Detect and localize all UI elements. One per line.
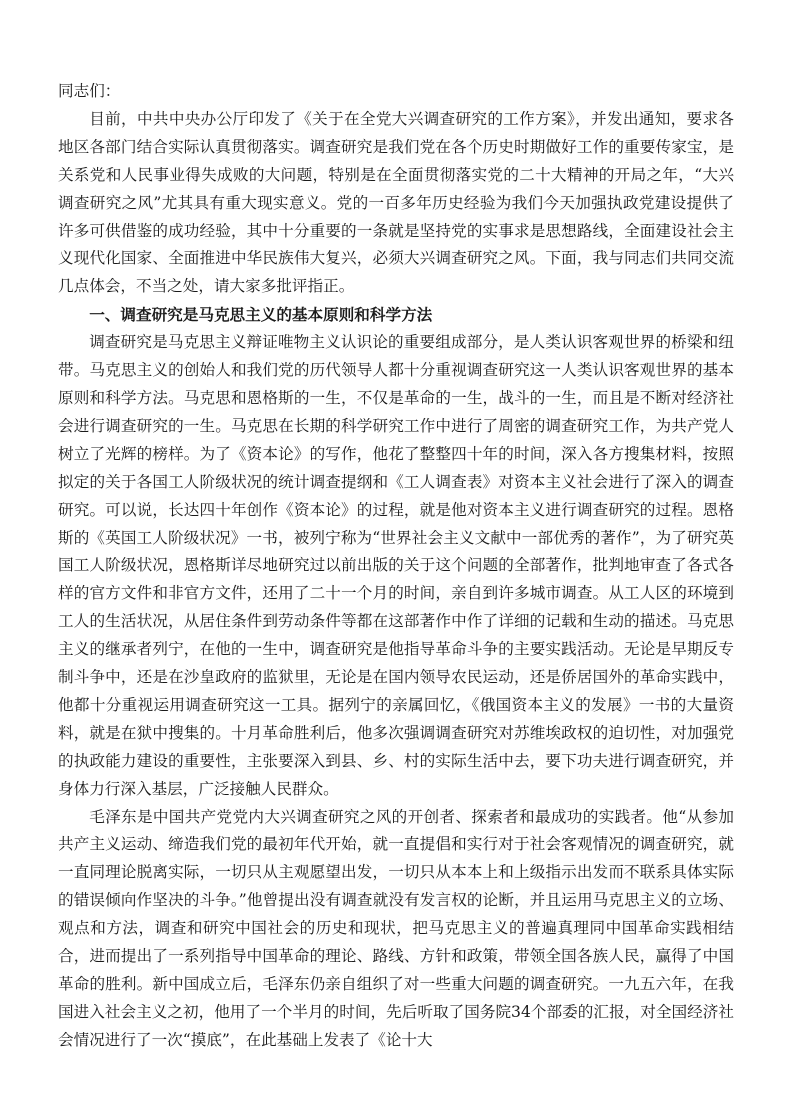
section-heading: 一、调查研究是马克思主义的基本原则和科学方法 — [89, 305, 433, 325]
greeting: 同志们： — [58, 82, 121, 100]
body-paragraph: 调查研究是马克思主义辩证唯物主义认识论的重要组成部分，是人类认识客观世界的桥梁和纽带。马克思主义的创始人和我们党的历代领导人都十分重视调查研究这一人类认识客观世界的基本原则和科学方法。马克思和恩格斯的一生，不仅是革命的一生，战斗的一生，而且是不断对经济社会进行调查研究的一生。马克思在长期的科学研究工作中进行了周密的调查研究工作，为共产党人树立了光辉的榜样。为了《资本论》的写作，他花了整整四十年的时间，深入各方搜集材料，按照拟定的关于各国工人阶级状况的统计调查提纲和《工人调查表》对资本主义社会进行了深入的调查研究。可以说，长达四十年创作《资本论》的过程，就是他对资本主义进行调查研究的过程。恩格斯的《英国工人阶级状况》一书，被列宁称为“世界社会主义文献中一部优秀的著作”，为了研究英国工人阶级状况，恩格斯详尽地研究过以前出版的关于这个问题的全部著作，批判地审查了各式各样的官方文件和非官方文件，还用了二十一个月的时间，亲自到许多城市调查。从工人区的环境到工人的生活状况，从居住条件到劳动条件等都在这部著作中作了详细的记载和生动的描述。马克思主义的继承者列宁，在他的一生中，调查研究是他指导革命斗争的主要实践活动。无论是早期反专制斗争中，还是在沙皇政府的监狱里，无论是在国内领导农民运动，还是侨居国外的革命实践中，他都十分重视运用调查研究这一工具。据列宁的亲属回忆，《俄国资本主义的发展》一书的大量资料，就是在狱中搜集的。十月革命胜利后，他多次强调调查研究对苏维埃政权的迫切性，对加强党的执政能力建设的重要性，主张要深入到县、乡、村的实际生活中去，要下功夫进行调查研究，并身体力行深入基层，广泛接触人民群众。 — [58, 333, 734, 798]
intro-paragraph: 目前，中共中央办公厅印发了《关于在全党大兴调查研究的工作方案》，并发出通知，要求各地区各部门结合实际认真贯彻落实。调查研究是我们党在各个历史时期做好工作的重要传家宝，是关系党和人民事业得失成败的大问题，特别是在全面贯彻落实党的二十大精神的开局之年，“大兴调查研究之风”尤其具有重大现实意义。党的一百多年历史经验为我们今天加强执政党建设提供了许多可供借鉴的成功经验，其中十分重要的一条就是坚持党的实事求是思想路线，全面建设社会主义现代化国家、全面推进中华民族伟大复兴，必须大兴调查研究之风。下面，我与同志们共同交流几点体会，不当之处，请大家多批评指正。 — [58, 109, 734, 296]
body-paragraph: 毛泽东是中国共产党党内大兴调查研究之风的开创者、探索者和最成功的实践者。他“从参加共产主义运动、缔造我们党的最初年代开始，就一直提倡和实行对于社会客观情况的调查研究，就一直同理论脱离实际，一切只从主观愿望出发，一切只从本本上和上级指示出发而不联系具体实际的错误倾向作坚决的斗争。”他曾提出没有调查就没有发言权的论断，并且运用马克思主义的立场、观点和方法，调查和研究中国社会的历史和现状，把马克思主义的普遍真理同中国革命实践相结合，进而提出了一系列指导中国革命的理论、路线、方针和政策，带领全国各族人民，赢得了中国革命的胜利。新中国成立后，毛泽东仍亲自组织了对一些重大问题的调查研究。一九五六年，在我国进入社会主义之初，他用了一个半月的时间，先后听取了国务院34个部委的汇报，对全国经济社会情况进行了一次“摸底”，在此基础上发表了《论十大 — [58, 807, 734, 1049]
